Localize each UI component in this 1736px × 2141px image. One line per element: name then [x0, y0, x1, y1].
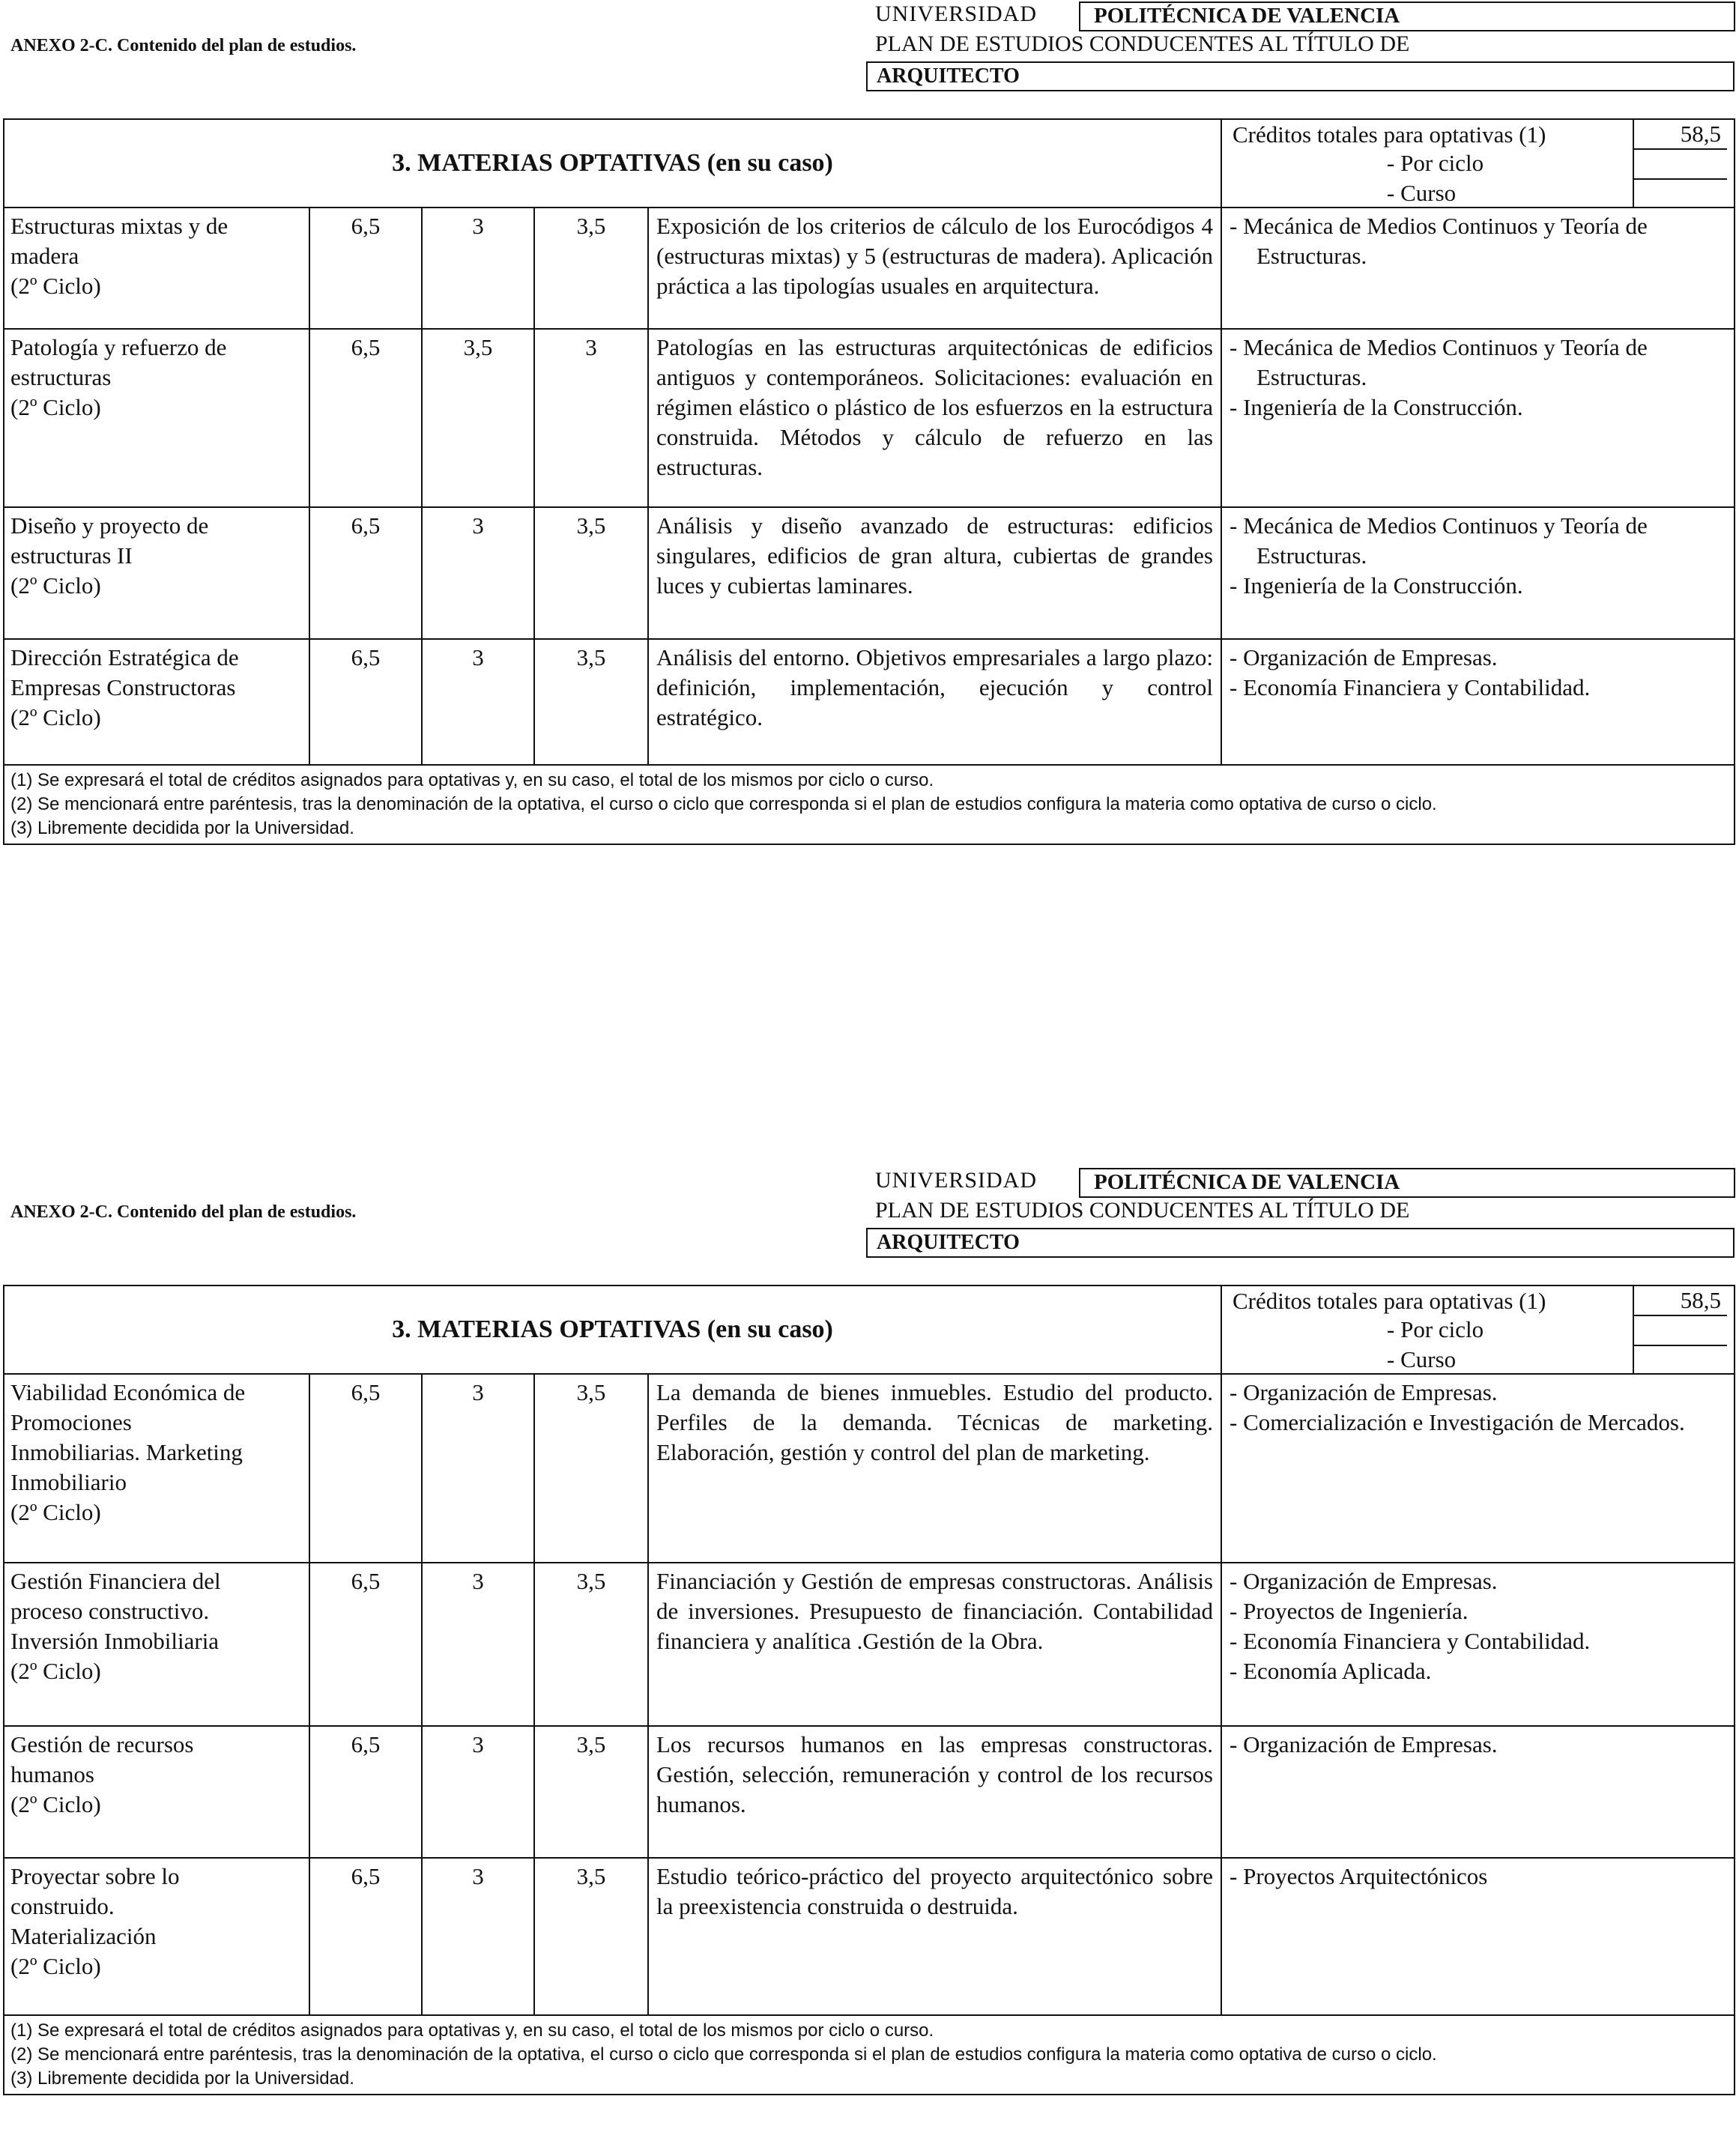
degree-name: ARQUITECTO — [877, 1231, 1020, 1254]
credits-total-value: 6,5 — [309, 208, 422, 329]
footnote-2: (2) Se mencionará entre paréntesis, tras la denominación de la optativa, el curso o ciclo que corresponda si el plan de estudios configura la materia como optativa de curso o ciclo. — [10, 794, 1437, 814]
credits-total-value: 6,5 — [309, 507, 422, 639]
university-name: POLITÉCNICA DE VALENCIA — [1094, 4, 1400, 28]
credits-cycle-value — [1634, 1316, 1727, 1346]
plan-label: PLAN DE ESTUDIOS CONDUCENTES AL TÍTULO DE — [875, 31, 1410, 56]
subject-description: Análisis del entorno. Objetivos empresariales a largo plazo: definición, implementación, ejecución y control estratégico. — [648, 639, 1221, 765]
table-row — [4, 507, 1735, 639]
table-row — [4, 1858, 1735, 2015]
subject-description: Financiación y Gestión de empresas constructoras. Análisis de inversiones. Presupuesto de financiación. Contabilidad financiera y analítica .Gestión de la Obra. — [648, 1563, 1221, 1726]
credits-per-cycle: - Por ciclo — [1387, 1316, 1484, 1342]
subject-description: Los recursos humanos en las empresas constructoras. Gestión, selección, remuneración y control de los recursos humanos. — [648, 1726, 1221, 1858]
credits-total-value: 6,5 — [309, 329, 422, 507]
degree-box — [866, 61, 1735, 91]
credits-theory-value: 3 — [422, 208, 534, 329]
university-name: POLITÉCNICA DE VALENCIA — [1094, 1170, 1400, 1194]
university-label: UNIVERSIDAD — [875, 1168, 1037, 1193]
credits-course-value — [1634, 1346, 1727, 1375]
knowledge-areas: - Proyectos Arquitectónicos — [1221, 1858, 1735, 2015]
credits-course-value — [1634, 180, 1727, 208]
credits-per-course: - Curso — [1387, 180, 1457, 206]
table-row — [4, 1563, 1735, 1726]
credits-total: 58,5 — [1634, 120, 1727, 150]
subject-name: Diseño y proyecto de estructuras II (2º Ciclo) — [4, 507, 309, 639]
table-title: 3. MATERIAS OPTATIVAS (en su caso) — [4, 1285, 1221, 1374]
subject-description: Estudio teórico-práctico del proyecto arquitectónico sobre la preexistencia construida o destruida. — [648, 1858, 1221, 2015]
footnote-3: (3) Libremente decidida por la Universidad. — [10, 2068, 354, 2089]
knowledge-areas: - Organización de Empresas. - Economía Financiera y Contabilidad. — [1221, 639, 1735, 765]
knowledge-areas: - Organización de Empresas. - Proyectos de Ingeniería. - Economía Financiera y Contabilidad. - Economía Aplicada. — [1221, 1563, 1735, 1726]
table-title: 3. MATERIAS OPTATIVAS (en su caso) — [4, 119, 1221, 208]
table-row — [4, 1374, 1735, 1563]
annex-title: ANEXO 2-C. Contenido del plan de estudios. — [10, 36, 357, 55]
credits-practice-value: 3,5 — [534, 208, 648, 329]
subject-name: Estructuras mixtas y de madera (2º Ciclo) — [4, 208, 309, 329]
credits-total-value: 6,5 — [309, 1726, 422, 1858]
subject-name: Proyectar sobre lo construido. Materialización (2º Ciclo) — [4, 1858, 309, 2015]
knowledge-areas: - Mecánica de Medios Continuos y Teoría de Estructuras. - Ingeniería de la Construcción. — [1221, 329, 1735, 507]
credits-practice-value: 3,5 — [534, 1563, 648, 1726]
footnotes — [4, 765, 1735, 844]
credits-total-value: 6,5 — [309, 1858, 422, 2015]
table-row — [4, 639, 1735, 765]
subject-description: Análisis y diseño avanzado de estructuras: edificios singulares, edificios de gran altura, cubiertas de grandes luces y cubiertas laminares. — [648, 507, 1221, 639]
credits-total-value: 6,5 — [309, 1374, 422, 1563]
university-box — [1079, 1, 1735, 31]
credits-cell — [1221, 119, 1735, 208]
credits-theory-value: 3 — [422, 1726, 534, 1858]
footnote-1: (1) Se expresará el total de créditos asignados para optativas y, en su caso, el total de los mismos por ciclo o curso. — [10, 2020, 934, 2041]
knowledge-areas: - Organización de Empresas. - Comercialización e Investigación de Mercados. — [1221, 1374, 1735, 1563]
subject-name: Viabilidad Económica de Promociones Inmobiliarias. Marketing Inmobiliario (2º Ciclo) — [4, 1374, 309, 1563]
credits-total-value: 6,5 — [309, 639, 422, 765]
subject-name: Gestión de recursos humanos (2º Ciclo) — [4, 1726, 309, 1858]
credits-theory-value: 3 — [422, 639, 534, 765]
knowledge-areas: - Mecánica de Medios Continuos y Teoría de Estructuras. - Ingeniería de la Construcción. — [1221, 507, 1735, 639]
credits-label: Créditos totales para optativas (1) — [1233, 1288, 1546, 1314]
credits-theory-value: 3 — [422, 507, 534, 639]
subject-description: Patologías en las estructuras arquitectónicas de edificios antiguos y contemporáneos. Solicitaciones: evaluación en régimen elástico o plástico de los esfuerzos en la estructura construida. Métodos y cálculo de refuerzo en las estructuras. — [648, 329, 1221, 507]
credits-theory-value: 3,5 — [422, 329, 534, 507]
credits-practice-value: 3 — [534, 329, 648, 507]
credits-practice-value: 3,5 — [534, 1858, 648, 2015]
annex-title: ANEXO 2-C. Contenido del plan de estudios. — [10, 1202, 357, 1222]
credits-theory-value: 3 — [422, 1563, 534, 1726]
footnote-2: (2) Se mencionará entre paréntesis, tras la denominación de la optativa, el curso o ciclo que corresponda si el plan de estudios configura la materia como optativa de curso o ciclo. — [10, 2044, 1437, 2065]
table-row — [4, 329, 1735, 507]
subject-name: Patología y refuerzo de estructuras (2º Ciclo) — [4, 329, 309, 507]
credits-per-cycle: - Por ciclo — [1387, 150, 1484, 176]
subject-description: La demanda de bienes inmuebles. Estudio del producto. Perfiles de la demanda. Técnicas de marketing. Elaboración, gestión y control del plan de marketing. — [648, 1374, 1221, 1563]
knowledge-areas: - Mecánica de Medios Continuos y Teoría de Estructuras. — [1221, 208, 1735, 329]
university-box — [1079, 1168, 1735, 1198]
credits-practice-value: 3,5 — [534, 1726, 648, 1858]
table-row — [4, 1726, 1735, 1858]
knowledge-areas: - Organización de Empresas. — [1221, 1726, 1735, 1858]
credits-practice-value: 3,5 — [534, 639, 648, 765]
plan-label: PLAN DE ESTUDIOS CONDUCENTES AL TÍTULO DE — [875, 1198, 1410, 1223]
credits-values — [1633, 120, 1727, 207]
footnote-1: (1) Se expresará el total de créditos asignados para optativas y, en su caso, el total de los mismos por ciclo o curso. — [10, 770, 934, 790]
credits-values — [1633, 1286, 1727, 1373]
subject-name: Gestión Financiera del proceso constructivo. Inversión Inmobiliaria (2º Ciclo) — [4, 1563, 309, 1726]
credits-practice-value: 3,5 — [534, 507, 648, 639]
table-row — [4, 208, 1735, 329]
credits-total: 58,5 — [1634, 1286, 1727, 1316]
degree-name: ARQUITECTO — [877, 64, 1020, 88]
subject-description: Exposición de los criterios de cálculo de los Eurocódigos 4 (estructuras mixtas) y 5 (estructuras de madera). Aplicación práctica a las tipologías usuales en arquitectura. — [648, 208, 1221, 329]
footnotes — [4, 2015, 1735, 2095]
credits-label: Créditos totales para optativas (1) — [1233, 121, 1546, 148]
credits-practice-value: 3,5 — [534, 1374, 648, 1563]
credits-theory-value: 3 — [422, 1374, 534, 1563]
optional-subjects-table — [3, 118, 1735, 845]
credits-cell — [1221, 1285, 1735, 1374]
optional-subjects-table — [3, 1285, 1735, 2095]
degree-box — [866, 1228, 1735, 1258]
credits-cycle-value — [1634, 150, 1727, 180]
footnote-3: (3) Libremente decidida por la Universidad. — [10, 818, 354, 838]
university-label: UNIVERSIDAD — [875, 1, 1037, 26]
credits-total-value: 6,5 — [309, 1563, 422, 1726]
credits-per-course: - Curso — [1387, 1346, 1457, 1372]
subject-name: Dirección Estratégica de Empresas Constructoras (2º Ciclo) — [4, 639, 309, 765]
credits-theory-value: 3 — [422, 1858, 534, 2015]
